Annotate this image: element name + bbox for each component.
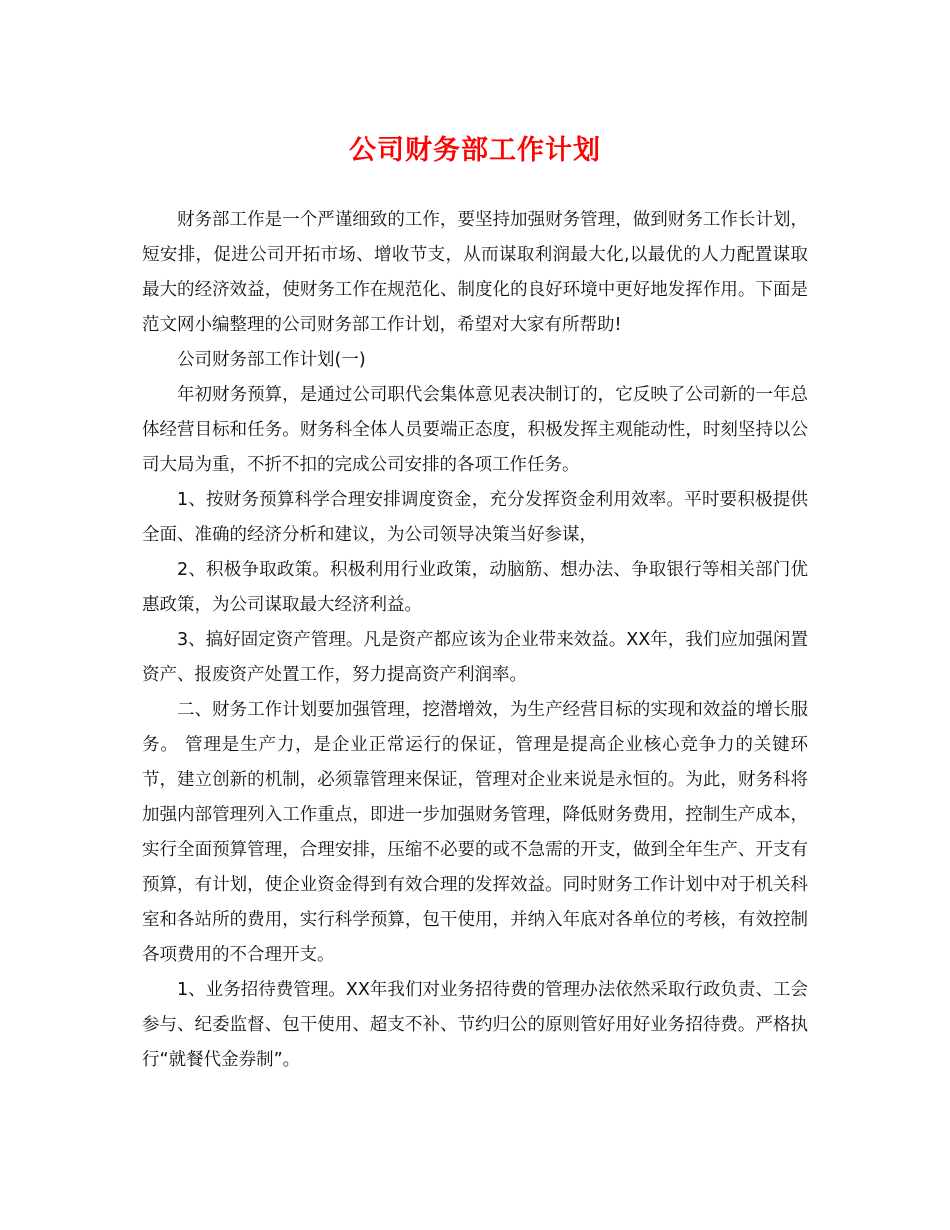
document-title: 公司财务部工作计划 [349,135,601,166]
paragraph-intro: 财务部工作是一个严谨细致的工作，要坚持加强财务管理，做到财务工作长计划，短安排，促进公司开拓市场、增收节支，从而谋取利润最大化,以最优的人力配置谋取最大的经济效益，使财务工作在规范化、制度化的良好环境中更好地发挥作用。下面是范文网小编整理的公司财务部工作计划，希望对大家有所帮助! [142,210,808,335]
paragraph-item-1: 1、按财务预算科学合理安排调度资金，充分发挥资金利用效率。平时要积极提供全面、准确的经济分析和建议，为公司领导决策当好参谋， [142,490,808,545]
paragraph-budget: 年初财务预算，是通过公司职代会集体意见表决制订的，它反映了公司新的一年总体经营目标和任务。财务科全体人员要端正态度，积极发挥主观能动性，时刻坚持以公司大局为重，不折不扣的完成公司安排的各项工作任务。 [142,385,808,475]
paragraph-item-2: 2、积极争取政策。积极利用行业政策，动脑筋、想办法、争取银行等相关部门优惠政策，为公司谋取最大经济利益。 [142,560,808,615]
paragraph-management: 二、财务工作计划要加强管理，挖潜增效，为生产经营目标的实现和效益的增长服务。 管理是生产力，是企业正常运行的保证，管理是提高企业核心竞争力的关键环节，建立创新的机制，必须靠管理来保证，管理对企业来说是永恒的。为此，财务科将加强内部管理列入工作重点，即进一步加强财务管理，降低财务费用，控制生产成本，实行全面预算管理，合理安排，压缩不必要的或不急需的开支，做到全年生产、开支有预算，有计划，使企业资金得到有效合理的发挥效益。同时财务工作计划中对于机关科室和各站所的费用，实行科学预算，包干使用，并纳入年底对各单位的考核，有效控制各项费用的不合理开支。 [142,700,808,965]
paragraph-section-heading: 公司财务部工作计划(一) [177,350,366,370]
paragraph-hospitality: 1、业务招待费管理。XX年我们对业务招待费的管理办法依然采取行政负责、工会参与、纪委监督、包干使用、超支不补、节约归公的原则管好用好业务招待费。严格执行“就餐代金券制”。 [142,980,808,1070]
document-body [142,203,808,1078]
paragraph-item-3: 3、搞好固定资产管理。凡是资产都应该为企业带来效益。XX年，我们应加强闲置资产、报废资产处置工作，努力提高资产利润率。 [142,630,808,685]
